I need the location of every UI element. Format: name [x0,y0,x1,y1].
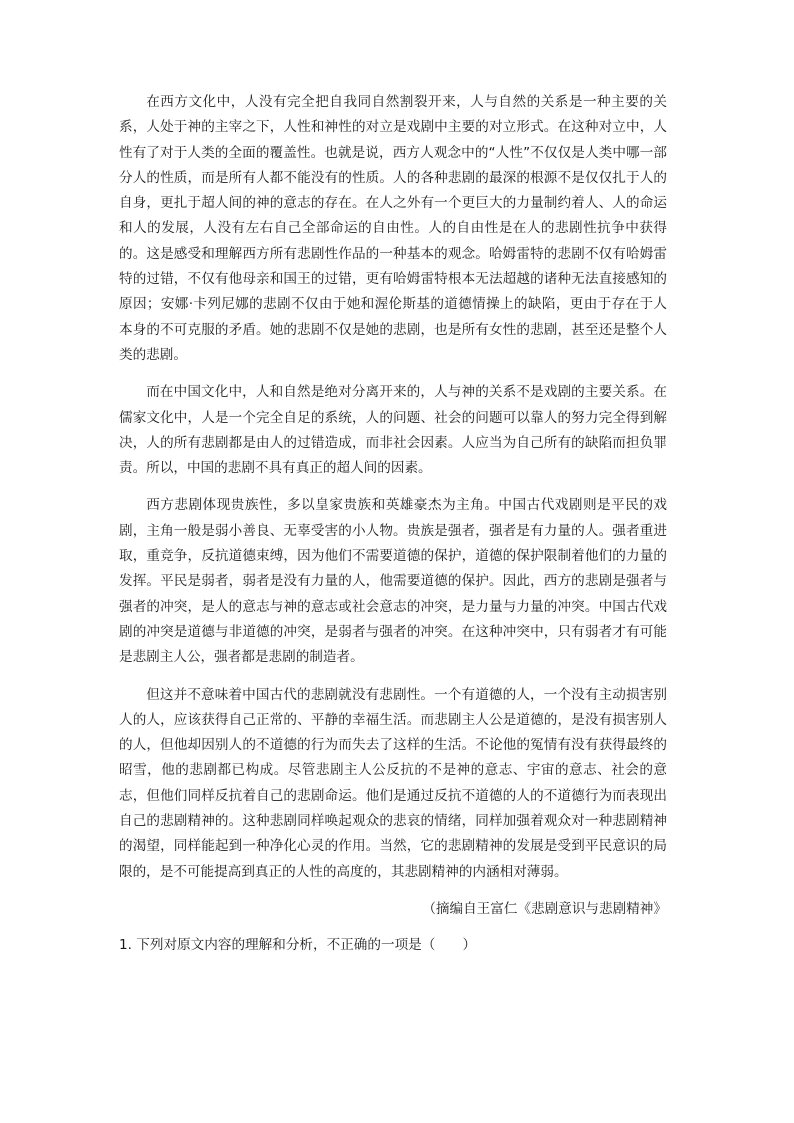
paragraph-3: 西方悲剧体现贵族性，多以皇家贵族和英雄豪杰为主角。中国古代戏剧则是平民的戏剧，主角一般是弱小善良、无辜受害的小人物。贵族是强者，强者是有力量的人。强者重进取，重竞争，反抗道德束缚，因为他们不需要道德的保护，道德的保护限制着他们的力量的发挥。平民是弱者，弱者是没有力量的人，他需要道德的保护。因此，西方的悲剧是强者与强者的冲突，是人的意志与神的意志或社会意志的冲突，是力量与力量的冲突。中国古代戏剧的冲突是道德与非道德的冲突，是弱者与强者的冲突。在这种冲突中，只有弱者才有可能是悲剧主人公，强者都是悲剧的制造者。 [119,497,667,666]
paragraph-4: 但这并不意味着中国古代的悲剧就没有悲剧性。一个有道德的人，一个没有主动损害别人的人，应该获得自己正常的、平静的幸福生活。而悲剧主人公是道德的，是没有损害别人的人，但他却因别人的不道德的行为而失去了这样的生活。不论他的冤情有没有获得最终的昭雪，他的悲剧都已构成。尽管悲剧主人公反抗的不是神的意志、宇宙的意志、社会的意志，但他们同样反抗着自己的悲剧命运。他们是通过反抗不道德的人的不道德行为而表现出自己的悲剧精神的。这种悲剧同样唤起观众的悲哀的情绪，同样加强着观众对一种悲剧精神的渴望，同样能起到一种净化心灵的作用。当然，它的悲剧精神的发展是受到平民意识的局限的，是不可能提高到真正的人性的高度的，其悲剧精神的内涵相对薄弱。 [119,686,667,880]
paragraph-spacer [119,671,667,683]
paragraph-spacer [119,921,667,933]
article-body [119,90,667,957]
paragraph-2: 而在中国文化中，人和自然是绝对分离开来的，人与神的关系不是戏剧的主要关系。在儒家文化中，人是一个完全自足的系统，人的问题、社会的问题可以靠人的努力完全得到解决，人的所有悲剧都是由人的过错造成，而非社会因素。人应当为自己所有的缺陷而担负罪责。所以，中国的悲剧不具有真正的超人间的因素。 [119,384,667,477]
source-citation: （摘编自王富仁《悲剧意识与悲剧精神》 [422,900,667,917]
paragraph-spacer [119,481,667,493]
question-1: 1. 下列对原文内容的理解和分析，不正确的一项是（ ） [119,936,477,953]
paragraph-spacer [119,885,667,897]
paragraph-1: 在西方文化中，人没有完全把自我同自然割裂开来，人与自然的关系是一种主要的关系，人处于神的主宰之下，人性和神性的对立是戏剧中主要的对立形式。在这种对立中，人性有了对于人类的全面的覆盖性。也就是说，西方人观念中的“人性”不仅仅是人类中哪一部分人的性质，而是所有人都不能没有的性质。人的各种悲剧的最深的根源不是仅仅扎于人的自身，更扎于超人间的神的意志的存在。在人之外有一个更巨大的力量制约着人、人的命运和人的发展，人没有左右自己全部命运的自由性。人的自由性是在人的悲剧性抗争中获得的。这是感受和理解西方所有悲剧性作品的一种基本的观念。哈姆雷特的悲剧不仅有哈姆雷特的过错，不仅有他母亲和国王的过错，更有哈姆雷特根本无法超越的诸种无法直接感知的原因；安娜·卡列尼娜的悲剧不仅由于她和渥伦斯基的道德情操上的缺陷，更由于存在于人本身的不可克服的矛盾。她的悲剧不仅是她的悲剧，也是所有女性的悲剧，甚至还是整个人类的悲剧。 [119,94,667,363]
paragraph-spacer [119,368,667,380]
